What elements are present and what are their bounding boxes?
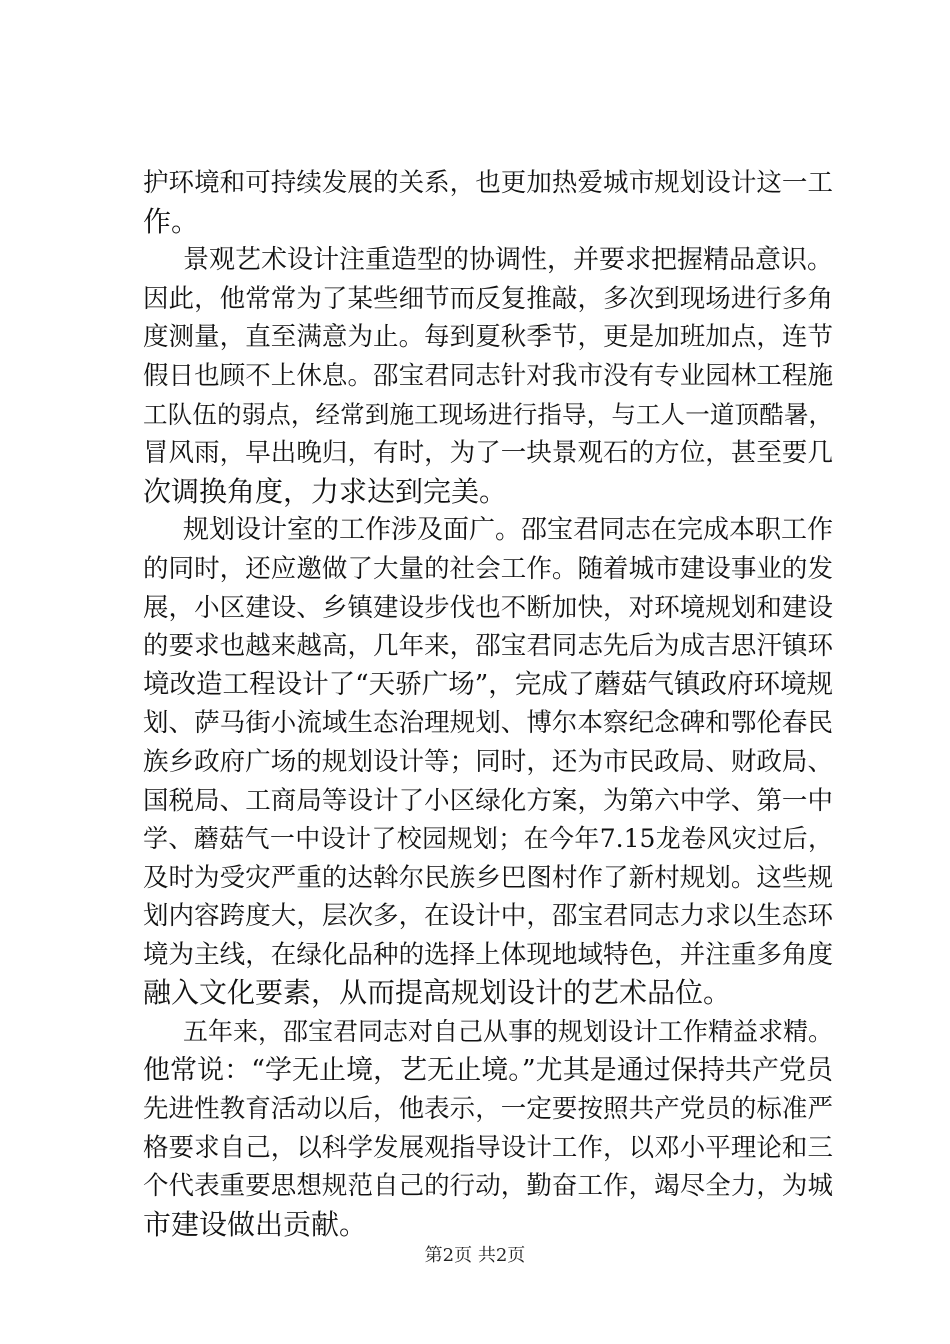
page-footer — [0, 1241, 950, 1267]
text-line: 护环境和可持续发展的关系，也更加热爱城市规划设计这一工 — [143, 168, 833, 198]
text-line: 展，小区建设、乡镇建设步伐也不断加快，对环境规划和建设 — [143, 592, 833, 623]
text-line: 学、蘑菇气一中设计了校园规划；在今年7.15龙卷风灾过后， — [143, 824, 833, 854]
text-line: 工队伍的弱点，经常到施工现场进行指导，与工人一道顶酷暑， — [143, 399, 833, 429]
text-line: 国税局、工商局等设计了小区绿化方案，为第六中学、第一中 — [143, 785, 833, 816]
text-line: 的同时，还应邀做了大量的社会工作。随着城市建设事业的发 — [143, 553, 833, 584]
text-line: 因此，他常常为了某些细节而反复推敲，多次到现场进行多角 — [143, 283, 833, 314]
text-line: 度测量，直至满意为止。每到夏秋季节，更是加班加点，连节 — [143, 322, 833, 353]
text-line: 族乡政府广场的规划设计等；同时，还为市民政局、财政局、 — [143, 746, 833, 777]
text-line: 及时为受灾严重的达斡尔民族乡巴图村作了新村规划。这些规 — [143, 862, 833, 893]
text-line: 划内容跨度大，层次多，在设计中，邵宝君同志力求以生态环 — [143, 901, 833, 932]
text-line: 五年来，邵宝君同志对自己从事的规划设计工作精益求精。 — [183, 1017, 834, 1047]
text-line: 作。 — [143, 204, 200, 238]
text-line: 格要求自己，以科学发展观指导设计工作，以邓小平理论和三 — [143, 1132, 833, 1163]
text-line: 规划设计室的工作涉及面广。邵宝君同志在完成本职工作 — [183, 515, 834, 546]
text-line: 境改造工程设计了“天骄广场”，完成了蘑菇气镇政府环境规 — [143, 668, 833, 700]
text-line: 个代表重要思想规范自己的行动，勤奋工作，竭尽全力，为城 — [143, 1171, 833, 1202]
text-line: 融入文化要素，从而提高规划设计的艺术品位。 — [143, 976, 732, 1010]
text-line: 划、萨马街小流域生态治理规划、博尔本察纪念碑和鄂伦春民 — [143, 708, 833, 739]
text-line: 次调换角度，力求达到完美。 — [143, 474, 508, 508]
text-line: 境为主线，在绿化品种的选择上体现地域特色，并注重多角度 — [143, 939, 833, 970]
text-line: 假日也顾不上休息。邵宝君同志针对我市没有专业园林工程施 — [143, 360, 833, 391]
text-line: 他常说：“学无止境，艺无止境。”尤其是通过保持共产党员 — [143, 1054, 833, 1086]
text-line: 市建设做出贡献。 — [143, 1208, 368, 1242]
text-line: 冒风雨，早出晚归，有时，为了一块景观石的方位，甚至要几 — [143, 438, 833, 469]
document-body — [143, 164, 833, 1245]
page-number-label: 第2页 共2页 — [424, 1245, 526, 1266]
text-line: 先进性教育活动以后，他表示，一定要按照共产党员的标准严 — [143, 1094, 833, 1125]
text-line: 景观艺术设计注重造型的协调性，并要求把握精品意识。 — [183, 245, 834, 276]
text-line: 的要求也越来越高，几年来，邵宝君同志先后为成吉思汗镇环 — [143, 631, 833, 662]
